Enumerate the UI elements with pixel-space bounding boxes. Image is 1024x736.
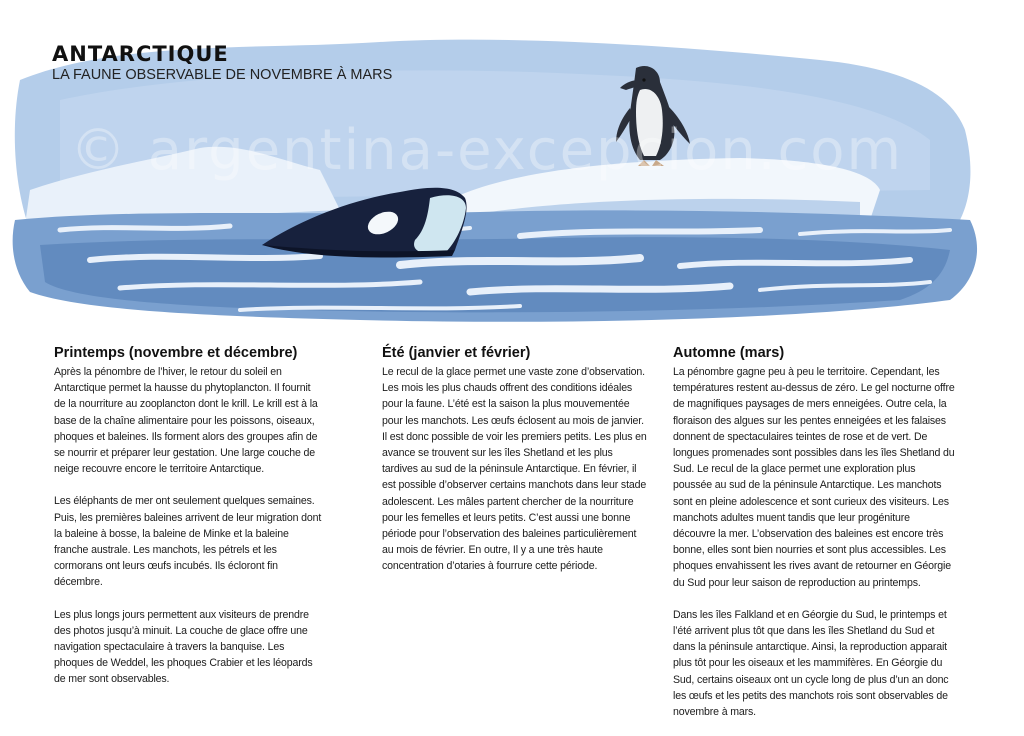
section-automne (673, 345, 955, 736)
section-paragraph: Dans les îles Falkland et en Géorgie du Sud, le printemps et l’été arrivent plus tôt que dans les îles Shetland du Sud et dans la péninsule antarctique. Ainsi, la reproduction apparait plus tôt pour les oiseaux et les mammifères. En Géorgie du Sud, certains oiseaux ont un cycle long de plus d’un an donc les œufs et les petits des manchots rois sont observables de novembre à mars. (673, 608, 949, 719)
section-paragraph: La pénombre gagne peu à peu le territoire. Cependant, les températures restent au-dessus de zéro. Le gel nocturne offre de magnifiques paysages de mers enneigées. Outre cela, la floraison des algues sur les pentes enneigées et les falaises donnent de spectaculaires teintes de rose et de vert. De longues promenades sont possibles dans les îles Shetland du Sud. Le recul de la glace permet une exploration plus poussée au sud de la péninsule Antarctique. Les manchots sont en pleine adolescence et sont curieux des visiteurs. Les manchots adultes muent tandis que leur progéniture découvre la mer. L’observation des baleines est encore très bonne, elles sont bien nourries et sont plus accessibles. Les phoques envahissent les rives avant de retourner en Géorgie du Sud pour leur saison de reproduction au printemps. (673, 366, 955, 589)
section-heading: Automne (mars) (673, 345, 785, 361)
page-title: ANTARCTIQUE (52, 42, 229, 66)
section-paragraph: Les éléphants de mer ont seulement quelques semaines. Puis, les premières baleines arrivent de leur migration dont la baleine à bosse, la baleine de Minke et la baleine franche australe. Les manchots, les pétrels et les cormorans ont leurs œufs incubés. Ils écloront fin décembre. (54, 495, 322, 589)
page-subtitle: LA FAUNE OBSERVABLE DE NOVEMBRE À MARS (52, 67, 393, 83)
section-printemps (54, 345, 322, 704)
section-paragraph: Après la pénombre de l’hiver, le retour du soleil en Antarctique permet la hausse du phytoplancton. Il fournit de la nourriture au zooplancton dont le krill. Le krill est à la base de la chaîne alimentaire pour les poissons, oiseaux, phoques et baleines. Ils forment alors des groupes afin de se nourrir et préparer leur gestation. Une large couche de neige recouvre encore le territoire Antarctique. (54, 366, 318, 476)
water-dark (40, 237, 950, 312)
section-heading: Été (janvier et février) (382, 345, 531, 361)
watermark: © argentina-excepcion.com (70, 118, 904, 183)
title-block (52, 42, 392, 83)
section-paragraph: Le recul de la glace permet une vaste zone d’observation. Les mois les plus chauds offrent des conditions idéales pour la faune. L’été est la saison la plus mouvementée pour les manchots. Les œufs éclosent au mois de janvier. Il est donc possible de voir les premiers petits. Les plus en avance se trouvent sur les îles Shetland et les plus tardives au sud de la péninsule Antarctique. En février, il est possible d’observer certains manchots dans leur stade adolescent. Les mâles partent chercher de la nourriture pour les femelles et leurs petits. C’est aussi une bonne période pour l’observation des baleines particulièrement au mois de février. En outre, Il y a une très haute concentration d’otaries à fourrure cette période. (382, 366, 647, 573)
section-ete (382, 345, 650, 591)
section-heading: Printemps (novembre et décembre) (54, 345, 298, 361)
section-paragraph: Les plus longs jours permettent aux visiteurs de prendre des photos jusqu’à minuit. La couche de glace offre une navigation spectaculaire à travers la banquise. Les phoques de Weddel, les phoques Crabier et les léopards de mer sont observables. (54, 608, 313, 686)
